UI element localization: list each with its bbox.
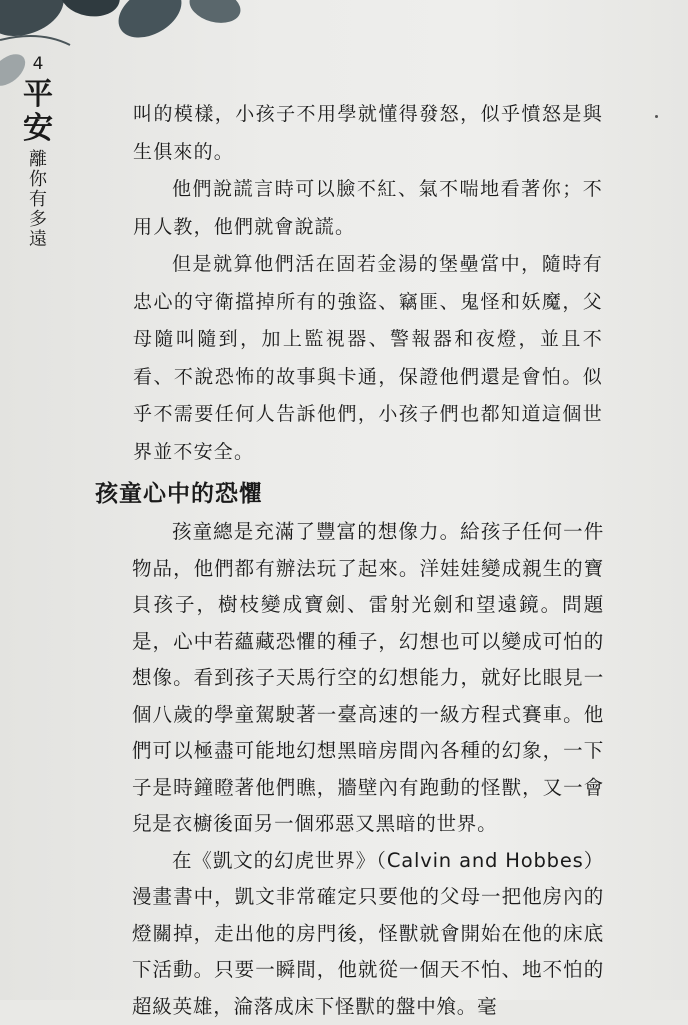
speck bbox=[655, 115, 658, 118]
paragraph: 他們說謊言時可以臉不紅、氣不喘地看著你；不用人教，他們就會說謊。 bbox=[133, 171, 603, 246]
book-title-main: 平安 bbox=[14, 78, 62, 146]
paragraph: 但是就算他們活在固若金湯的堡壘當中，隨時有忠心的守衛擋掉所有的強盜、竊匪、鬼怪和妖魔，父母隨叫隨到，加上監視器、警報器和夜燈，並且不看、不說恐怖的故事與卡通，保證他們還是會怕。似乎不需要任何人告訴他們，小孩子們也都知道這個世界並不安全。 bbox=[133, 246, 603, 471]
page-number: 4 bbox=[14, 54, 62, 74]
paragraph: 孩童總是充滿了豐富的想像力。給孩子任何一件物品，他們都有辦法玩了起來。洋娃娃變成親生的寶貝孩子，樹枝變成寶劍、雷射光劍和望遠鏡。問題是，心中若蘊藏恐懼的種子，幻想也可以變成可怕的想像。看到孩子天馬行空的幻想能力，就好比眼見一個八歲的學童駕駛著一臺高速的一級方程式賽車。他們可以極盡可能地幻想黑暗房間內各種的幻象，一下子是時鐘瞪著他們瞧，牆壁內有跑動的怪獸，又一會兒是衣櫥後面另一個邪惡又黑暗的世界。 bbox=[132, 514, 604, 843]
book-title-sub: 離你有多遠 bbox=[28, 150, 48, 250]
paragraph: 在《凱文的幻虎世界》（Calvin and Hobbes）漫畫書中，凱文非常確定只要他的父母一把他房內的燈關掉，走出他的房門後，怪獸就會開始在他的床底下活動。只要一瞬間，他就從一個天不怕、地不怕的超級英雄，淪落成床下怪獸的盤中飧。毫 bbox=[132, 843, 604, 1025]
top-text-block bbox=[133, 96, 603, 471]
paragraph: 叫的模樣，小孩子不用學就懂得發怒，似乎憤怒是與生俱來的。 bbox=[133, 96, 603, 171]
running-header bbox=[14, 54, 62, 250]
section-text-block bbox=[132, 514, 604, 1025]
section-heading: 孩童心中的恐懼 bbox=[95, 475, 263, 508]
